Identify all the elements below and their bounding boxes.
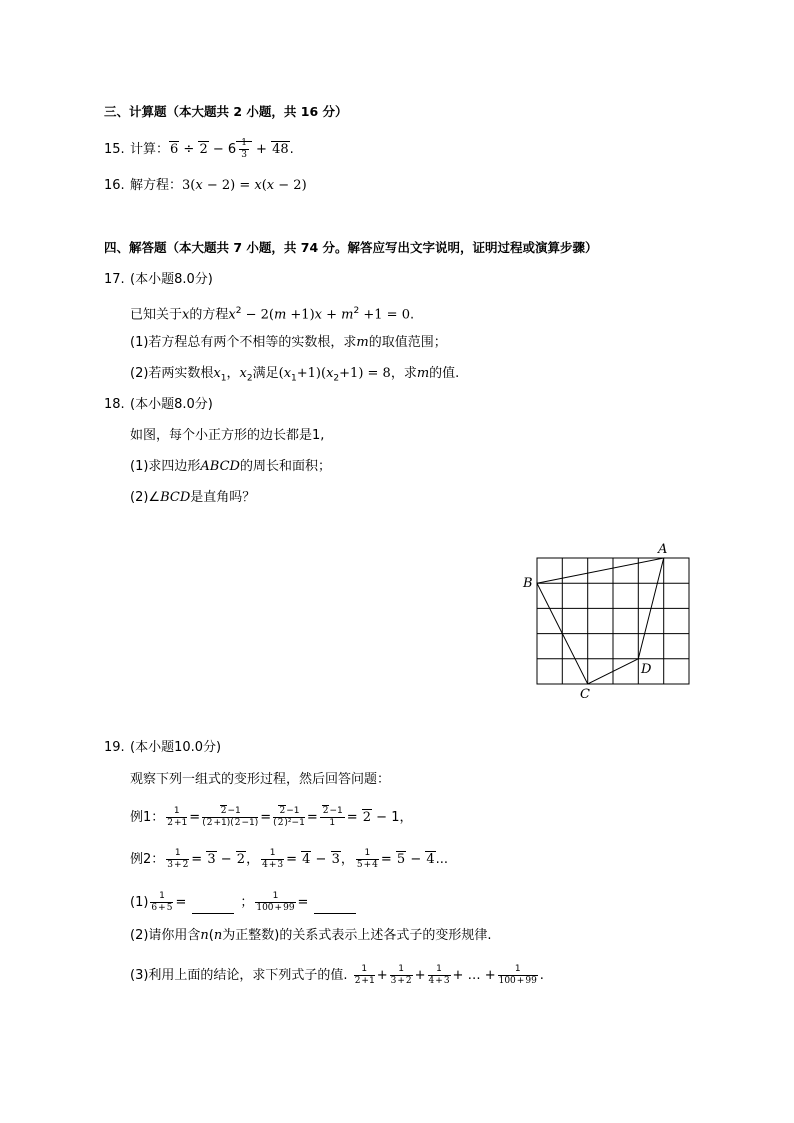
question-17-part1: (1)若方程总有两个不相等的实数根，求m的取值范围； xyxy=(130,335,447,350)
label-d: D xyxy=(641,662,652,677)
question-19-part2: (2)请你用含n(n为正整数)的关系式表示上述各式子的变形规律. xyxy=(130,928,492,943)
question-17-stem: 已知关于x的方程$x^2 - 2(m +1)x + m^2 +1 = 0$. xyxy=(130,306,415,323)
question-19-header xyxy=(104,738,221,758)
question-19-part1: (1) $\frac{1}{6+5}$ = ； $\frac{1}{100+99}$ = xyxy=(130,891,362,914)
section-3-title: 三、计算题（本大题共 2 小题，共 16 分） xyxy=(104,104,348,119)
question-17-part2: (2)若两实数根$x_1$，$x_2$满足$(x_1+1)(x_2+1) = 8$，求m的值. xyxy=(130,366,460,384)
question-19-example-1: 例1： $\frac{1}{2+1}$ = $\frac{2-1}{(2+1)(2-1)}$ = $\frac{2-1}{\text{(2)²−1}}$ = $\frac{2-1}{1}$ = 2 − 1， xyxy=(130,806,413,828)
question-17-header xyxy=(104,270,213,290)
answer-blank-2[interactable] xyxy=(314,913,356,914)
question-18-stem: 如图，每个小正方形的边长都是1, xyxy=(130,428,325,443)
question-15-number: 15. xyxy=(104,142,125,157)
grid-figure xyxy=(520,540,700,705)
label-c: C xyxy=(580,687,590,702)
example-1-label: 例1： xyxy=(130,810,165,825)
question-18-part1: (1)求四边形ABCD的周长和面积； xyxy=(130,459,331,474)
question-18-number: 18. xyxy=(104,397,125,412)
question-19-score: (本小题10.0分) xyxy=(130,740,222,755)
question-19-example-2: 例2： $\frac{1}{3+2}$ = 3 − 2， $\frac{1}{4+3}$ = 4 − 3， $\frac{1}{5+4}$ = 5 − 4... xyxy=(130,848,449,870)
question-19-number: 19. xyxy=(104,740,125,755)
question-18-part2: (2)∠BCD是直角吗？ xyxy=(130,490,256,505)
example-2-label: 例2： xyxy=(130,852,165,867)
question-17-number: 17. xyxy=(104,272,125,287)
question-16-number: 16. xyxy=(104,178,125,193)
question-18-header xyxy=(104,395,213,415)
question-19-part3: (3)利用上面的结论，求下列式子的值. $\frac{1}{2+1}$ + $\frac{1}{3+2}$ + $\frac{1}{4+3}$ + … + $\frac{1}{100+99}$ . xyxy=(130,964,544,986)
question-15: 15. 计算：6 ÷ 2 − 6 $\frac{1}{3}$ + 48. xyxy=(104,138,294,160)
question-17-score: (本小题8.0分) xyxy=(130,272,213,287)
label-b: B xyxy=(523,576,533,591)
question-16: 16. 解方程：3(x − 2) = x(x − 2) xyxy=(104,176,307,196)
label-a: A xyxy=(658,542,668,557)
question-19-stem: 观察下列一组式的变形过程，然后回答问题： xyxy=(130,772,391,787)
section-4-title: 四、解答题（本大题共 7 小题，共 74 分。解答应写出文字说明，证明过程或演算步骤） xyxy=(104,240,598,255)
answer-blank-1[interactable] xyxy=(192,913,234,914)
question-18-score: (本小题8.0分) xyxy=(130,397,213,412)
grid-lines xyxy=(537,558,689,684)
